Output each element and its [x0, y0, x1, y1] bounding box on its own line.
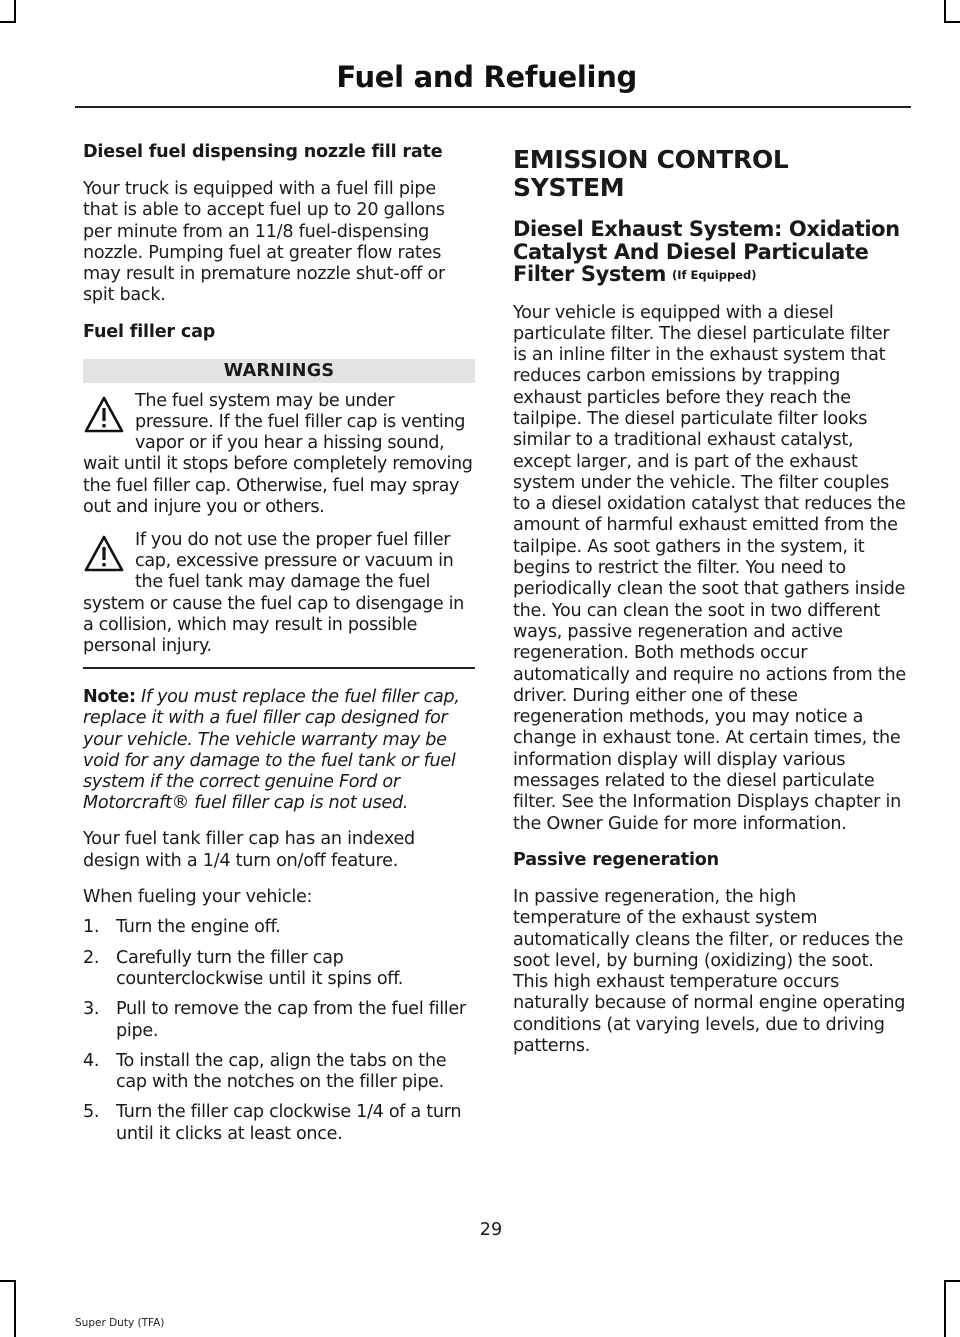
crop-mark — [14, 0, 16, 22]
crop-mark — [944, 1280, 960, 1282]
list-item: 2. Carefully turn the filler cap counterclockwise until it spins off. — [83, 947, 404, 989]
crop-mark — [944, 21, 960, 23]
crop-mark — [0, 21, 16, 23]
note-text: If you must replace the fuel filler cap, replace it with a fuel filler cap designed for your vehicle. The vehicle warranty may be void for any damage to the fuel tank or fuel system if the correct genuine Ford or Motorcraft® fuel filler cap is not used. — [83, 687, 460, 814]
crop-mark — [944, 0, 946, 22]
warnings-banner: WARNINGS — [83, 359, 475, 383]
heading-diesel-exhaust: Diesel Exhaust System: Oxidation Catalyst And Diesel Particulate Filter System (If Equipped) — [513, 217, 900, 286]
paragraph-particulate-filter: Your vehicle is equipped with a diesel particulate filter. The diesel particulate filter is an inline filter in the exhaust system that reduces carbon emissions by trapping exhaust particles before they reach the tailpipe. The diesel particulate filter looks similar to a traditional exhaust catalyst, except larger, and is part of the exhaust system under the vehicle. The filter couples to a diesel oxidation catalyst that reduces the amount of harmful exhaust emitted from the tailpipe. As soot gathers in the system, it begins to restrict the filter. You need to periodically clean the soot that gathers inside the. You can clean the soot in two different ways, passive regeneration and active regeneration. Both methods occur automatically and require no actions from the driver. During either one of these regeneration methods, you may notice a change in exhaust tone. At certain times, the information display will display various messages related to the diesel particulate filter. See the Information Displays chapter in the Owner Guide for more information. — [513, 302, 906, 834]
page-title: Fuel and Refueling — [336, 60, 637, 94]
warning-block — [83, 391, 475, 518]
warning-triangle-icon — [83, 534, 125, 574]
crop-mark — [14, 1280, 16, 1337]
fueling-steps-list — [83, 917, 475, 1145]
note-paragraph — [83, 687, 475, 814]
heading-passive-regeneration: Passive regeneration — [513, 849, 719, 870]
list-item: 4. To install the cap, align the tabs on the cap with the notches on the filler pipe. — [83, 1050, 447, 1093]
heading-emission-control: EMISSION CONTROL SYSTEM — [513, 145, 789, 202]
warning-triangle-icon — [83, 395, 125, 435]
list-item: 3. Pull to remove the cap from the fuel filler pipe. — [83, 999, 466, 1041]
heading-nozzle-fill-rate: Diesel fuel dispensing nozzle fill rate — [83, 142, 443, 162]
page-number: 29 — [479, 1220, 503, 1240]
list-item: 5. Turn the filler cap clockwise 1/4 of a turn until it clicks at least once. — [83, 1102, 462, 1144]
warnings-divider — [83, 667, 475, 669]
crop-mark — [0, 1280, 16, 1282]
if-equipped-label: (If Equipped) — [671, 268, 757, 282]
header-divider — [75, 106, 911, 108]
paragraph-passive-regeneration: In passive regeneration, the high temperature of the exhaust system automatically cleans the filter, or reduces the soot level, by burning (oxidizing) the soot. This high exhaust temperature occurs naturally because of normal engine operating conditions (at varying levels, due to driving patterns. — [513, 886, 906, 1056]
paragraph-indexed-design: Your fuel tank filler cap has an indexed design with a 1/4 turn on/off feature. — [83, 829, 415, 871]
left-column — [83, 138, 475, 1154]
warning-text: If you do not use the proper fuel filler cap, excessive pressure or vacuum in the fuel tank may damage the fuel system or cause the fuel cap to disengage in a collision, which may result in possible personal injury. — [83, 530, 464, 657]
footer-model: Super Duty (TFA) — [75, 1317, 165, 1329]
note-label: Note: — [83, 687, 136, 708]
right-column — [513, 146, 908, 1072]
warning-block — [83, 530, 475, 657]
heading-fuel-filler-cap: Fuel filler cap — [83, 321, 216, 342]
list-item: 1. Turn the engine off. — [83, 917, 281, 938]
paragraph-when-fueling: When fueling your vehicle: — [83, 887, 313, 908]
paragraph-nozzle: Your truck is equipped with a fuel fill pipe that is able to accept fuel up to 20 gallons per minute from an 11/8 fuel-dispensing nozzle. Pumping fuel at greater flow rates may result in premature nozzle shut-off or spit back. — [83, 179, 445, 306]
warning-text: The fuel system may be under pressure. If the fuel filler cap is venting vapor or if you hear a hissing sound, wait until it stops before completely removing the fuel filler cap. Otherwise, fuel may spray out and injure you or others. — [83, 390, 473, 517]
crop-mark — [944, 1280, 946, 1337]
